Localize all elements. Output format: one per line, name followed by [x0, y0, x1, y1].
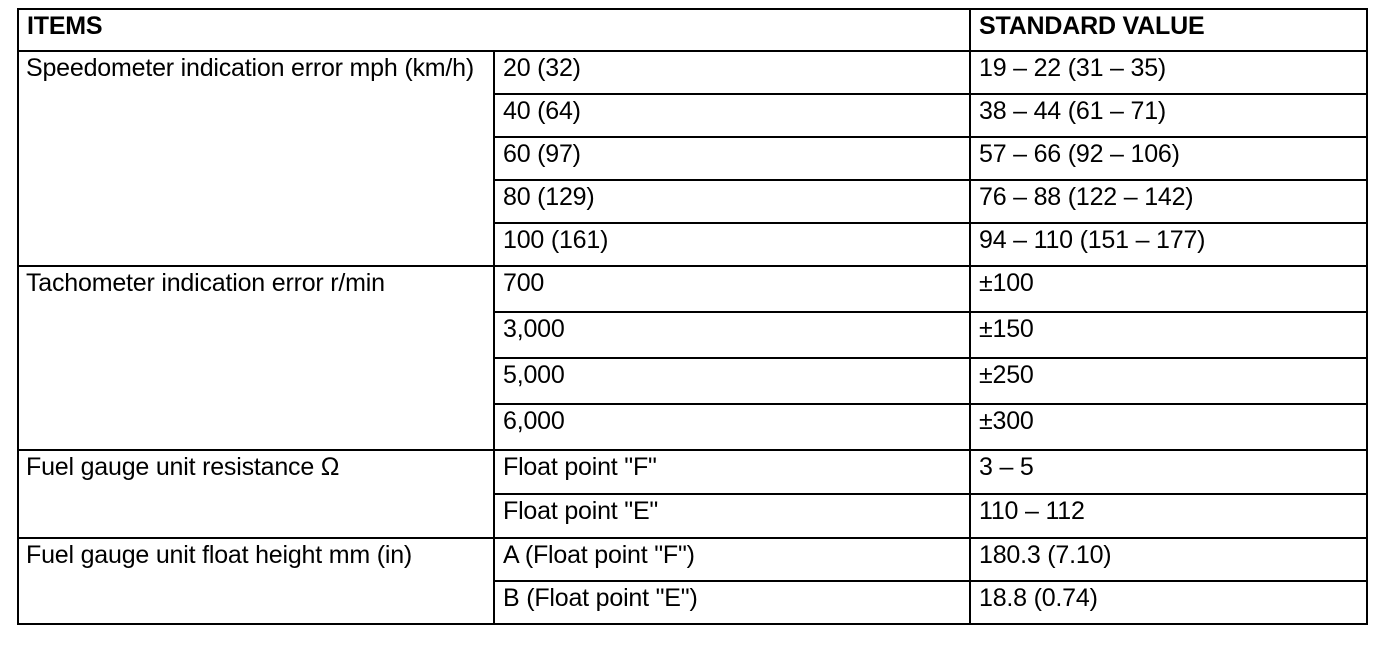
condition-cell: A (Float point "F") — [494, 538, 970, 581]
item-speedometer: Speedometer indication error mph (km/h) — [18, 51, 494, 266]
value-cell: ±100 — [970, 266, 1367, 312]
table-row — [18, 51, 1367, 94]
condition-cell: 80 (129) — [494, 180, 970, 223]
standard-value-table — [17, 8, 1368, 625]
condition-cell: 40 (64) — [494, 94, 970, 137]
value-cell: ±300 — [970, 404, 1367, 450]
value-cell: 110 – 112 — [970, 494, 1367, 538]
table-header-row — [18, 9, 1367, 51]
header-items: ITEMS — [18, 9, 970, 51]
value-cell: 57 – 66 (92 – 106) — [970, 137, 1367, 180]
condition-cell: 3,000 — [494, 312, 970, 358]
table-row — [18, 538, 1367, 581]
condition-cell: B (Float point "E") — [494, 581, 970, 624]
table-row — [18, 450, 1367, 494]
condition-cell: Float point "F" — [494, 450, 970, 494]
item-fuel-gauge-float-height: Fuel gauge unit float height mm (in) — [18, 538, 494, 624]
value-cell: 94 – 110 (151 – 177) — [970, 223, 1367, 266]
condition-cell: 20 (32) — [494, 51, 970, 94]
condition-cell: Float point "E" — [494, 494, 970, 538]
value-cell: ±250 — [970, 358, 1367, 404]
condition-cell: 700 — [494, 266, 970, 312]
condition-cell: 5,000 — [494, 358, 970, 404]
value-cell: 19 – 22 (31 – 35) — [970, 51, 1367, 94]
table-row — [18, 266, 1367, 312]
value-cell: 38 – 44 (61 – 71) — [970, 94, 1367, 137]
value-cell: ±150 — [970, 312, 1367, 358]
condition-cell: 6,000 — [494, 404, 970, 450]
condition-cell: 100 (161) — [494, 223, 970, 266]
value-cell: 3 – 5 — [970, 450, 1367, 494]
value-cell: 180.3 (7.10) — [970, 538, 1367, 581]
item-fuel-gauge-resistance: Fuel gauge unit resistance Ω — [18, 450, 494, 538]
header-standard-value: STANDARD VALUE — [970, 9, 1367, 51]
item-tachometer: Tachometer indication error r/min — [18, 266, 494, 450]
value-cell: 76 – 88 (122 – 142) — [970, 180, 1367, 223]
condition-cell: 60 (97) — [494, 137, 970, 180]
value-cell: 18.8 (0.74) — [970, 581, 1367, 624]
